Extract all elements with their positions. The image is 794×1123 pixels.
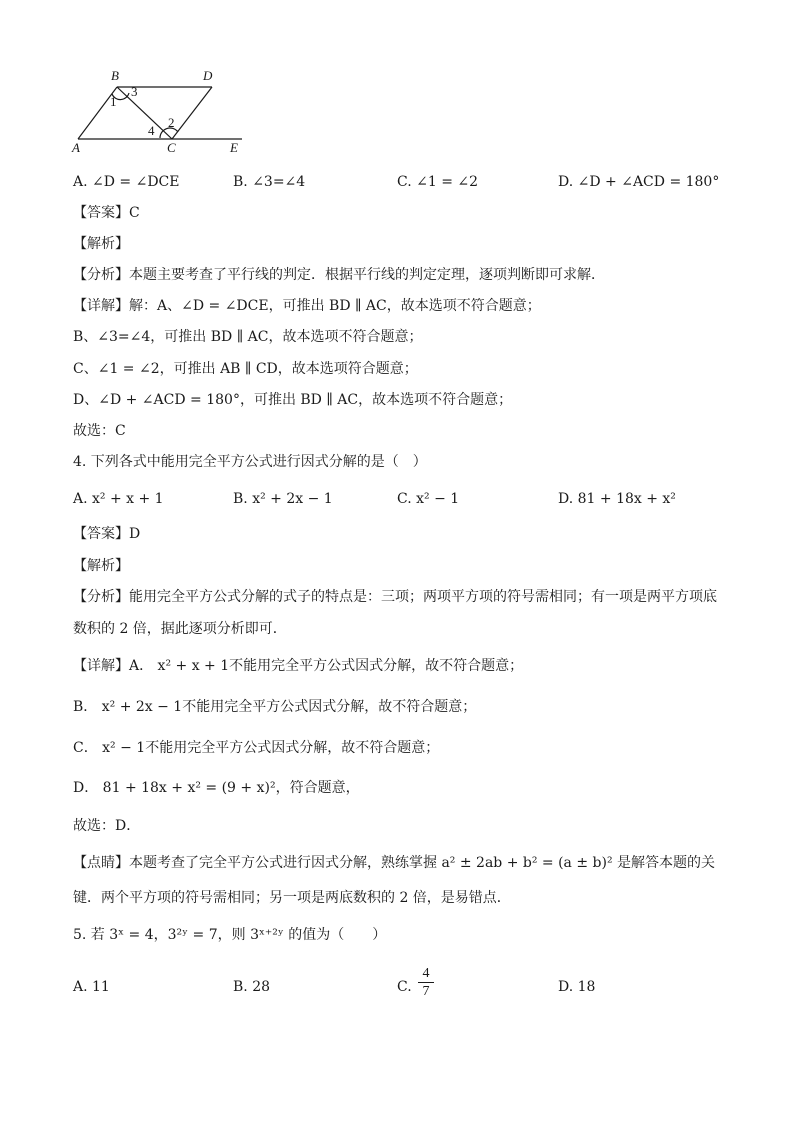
q5-option-a: A. 11 [73,979,110,995]
label-a: A [72,140,80,154]
angle-label-2: 2 [168,115,175,130]
q3-answer: 【答案】C [73,205,140,221]
q4-option-c: C. x² − 1 [397,491,460,507]
label-c: C [167,140,176,154]
q3-detail-line: C、∠1 = ∠2，可推出 AB ∥ CD，故本选项符合题意； [73,361,418,377]
q4-answer: 【答案】D [73,526,141,542]
q4-comment-line-2: 键．两个平方项的符号需相同；另一项是两底数积的 2 倍，是易错点． [73,890,511,906]
fraction-denominator: 7 [422,984,430,999]
q3-analysis: 【分析】本题主要考查了平行线的判定．根据平行线的判定定理，逐项判断即可求解． [73,267,605,283]
q4-detail-line: C． x² − 1不能用完全平方公式因式分解，故不符合题意； [73,740,440,756]
segment-bc [117,87,172,139]
q4-option-a: A. x² + x + 1 [73,491,164,507]
label-b: B [111,68,119,83]
q3-option-a: A. ∠D = ∠DCE [73,174,180,190]
q4-comment-line-1: 【点睛】本题考查了完全平方公式进行因式分解，熟练掌握 a² ± 2ab + b² = (a ± b)² 是解答本题的关 [73,855,716,871]
fraction-bar [418,982,434,983]
q4-jiexi-heading: 【解析】 [73,558,129,574]
q3-option-d: D. ∠D + ∠ACD = 180° [558,174,720,190]
q4-stem: 4. 下列各式中能用完全平方公式进行因式分解的是（ ） [73,454,427,470]
q5-option-c-fraction [418,966,434,999]
q5-option-b: B. 28 [233,979,271,995]
q4-analysis-line-2: 数积的 2 倍，据此逐项分析即可． [73,621,287,637]
q4-detail-line: B． x² + 2x − 1不能用完全平方公式因式分解，故不符合题意； [73,699,477,715]
q5-stem: 5. 若 3ˣ = 4，3²ʸ = 7，则 3ˣ⁺²ʸ 的值为（ ） [73,927,387,943]
q4-choose: 故选：D． [73,818,141,834]
fraction-numerator: 4 [422,966,430,981]
q3-choose: 故选：C [73,423,126,439]
q4-option-d: D. 81 + 18x + x² [558,491,676,507]
q4-detail-line: D． 81 + 18x + x² = (9 + x)²，符合题意， [73,780,360,796]
angle-label-3: 3 [131,84,138,99]
angle-label-4: 4 [148,123,155,138]
q3-detail-line: B、∠3=∠4，可推出 BD ∥ AC，故本选项不符合题意； [73,329,423,345]
q3-detail-line: 【详解】解：A、∠D = ∠DCE，可推出 BD ∥ AC，故本选项不符合题意； [73,298,541,314]
q4-option-b: B. x² + 2x − 1 [233,491,333,507]
angle-label-1: 1 [110,94,117,109]
q5-option-c-label: C. [397,979,412,995]
q3-jiexi-heading: 【解析】 [73,236,129,252]
q4-analysis-line-1: 【分析】能用完全平方公式分解的式子的特点是：三项；两项平方项的符号需相同；有一项是两平方项底 [73,589,717,605]
q3-detail-line: D、∠D + ∠ACD = 180°，可推出 BD ∥ AC，故本选项不符合题意； [73,392,513,408]
parallelogram-figure [70,64,250,154]
label-e: E [230,140,238,154]
q4-detail-line: 【详解】A． x² + x + 1不能用完全平方公式因式分解，故不符合题意； [73,658,524,674]
q5-option-d: D. 18 [558,979,596,995]
q3-option-c: C. ∠1 = ∠2 [397,174,479,190]
q3-option-b: B. ∠3=∠4 [233,174,306,190]
label-d: D [203,68,213,83]
